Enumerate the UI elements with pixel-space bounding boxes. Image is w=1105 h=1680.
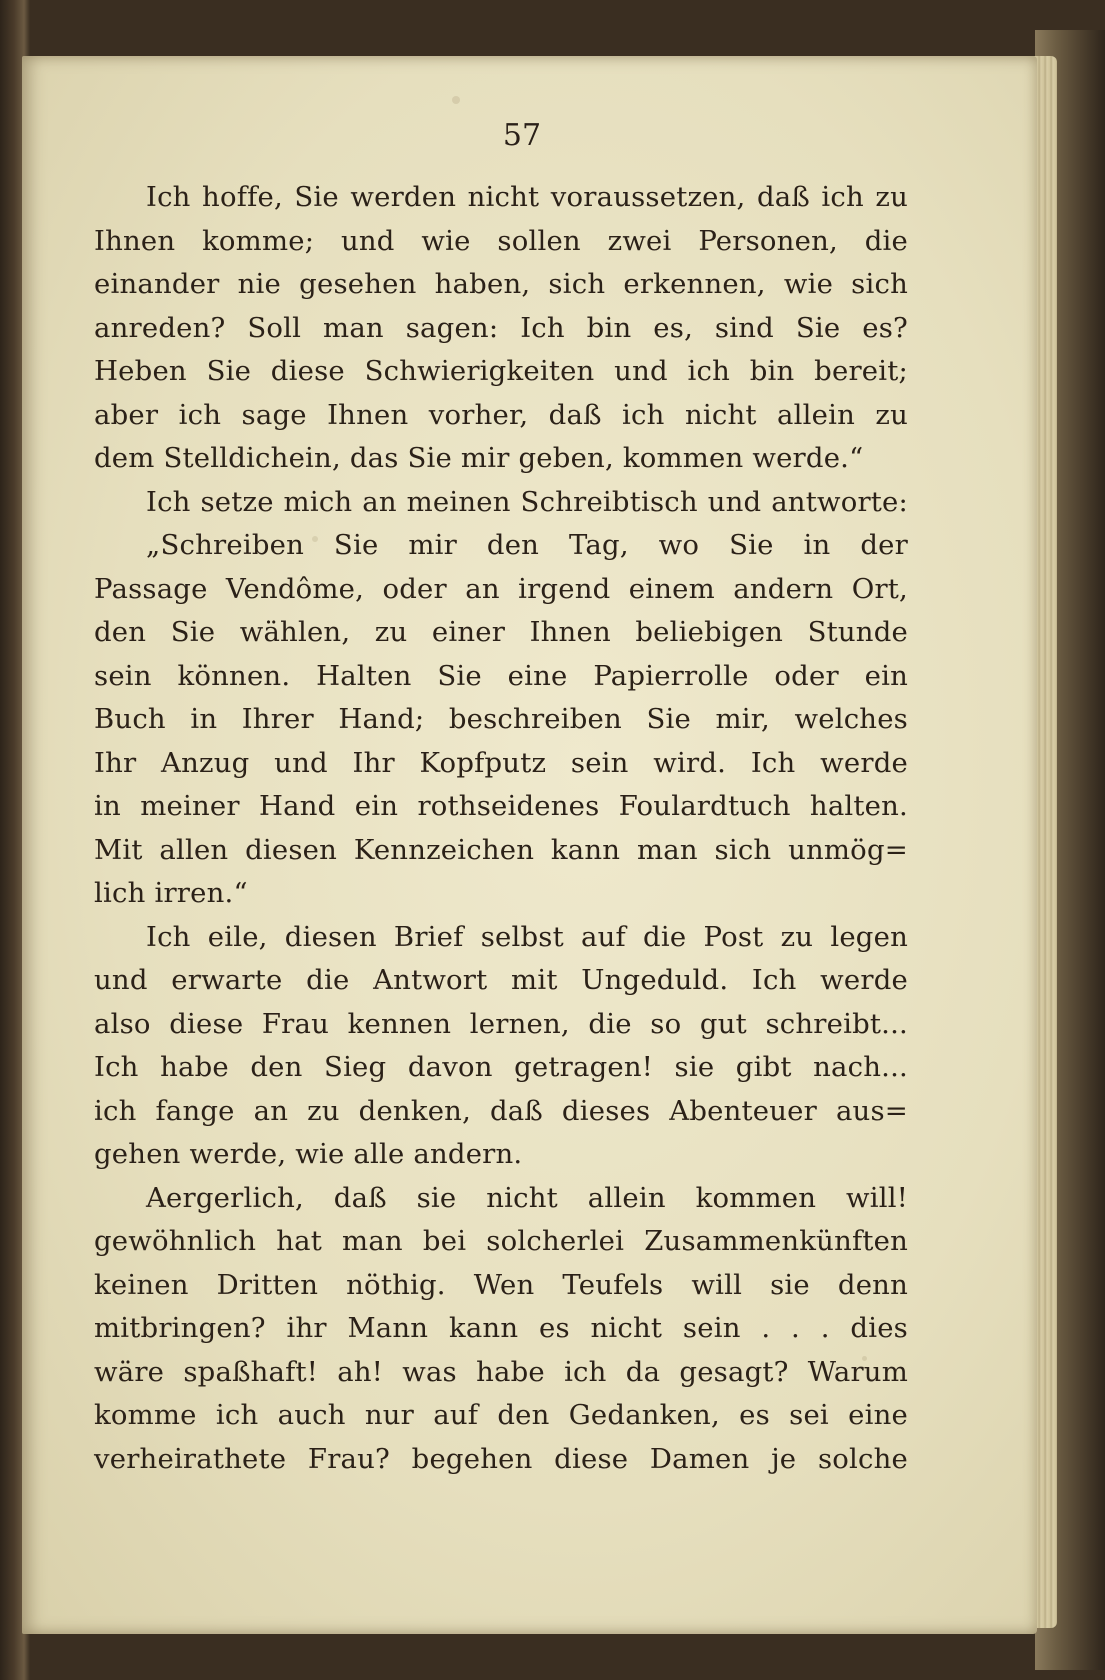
text-line: den Sie wählen, zu einer Ihnen beliebigen Stunde: [94, 616, 908, 648]
text-line: ich fange an zu denken, daß dieses Abenteuer aus=: [94, 1094, 908, 1127]
text-line: wäre spaßhaft! ah! was habe ich da gesagt? Warum: [94, 1355, 908, 1388]
text-line: „Schreiben Sie mir den Tag, wo Sie in der: [146, 529, 908, 561]
text-line: anreden? Soll man sagen: Ich bin es, sind Sie es?: [94, 311, 908, 344]
text-line: gehen werde, wie alle andern.: [94, 1138, 523, 1170]
body-text: [94, 176, 908, 1481]
text-line: Mit allen diesen Kennzeichen kann man sich unmög=: [94, 833, 908, 866]
text-line: Ich habe den Sieg davon getragen! sie gibt nach...: [94, 1051, 908, 1083]
text-line: dem Stelldichein, das Sie mir geben, kommen werde.“: [94, 442, 864, 474]
text-line: komme ich auch nur auf den Gedanken, es sei eine: [94, 1399, 908, 1431]
text-line: Ich hoffe, Sie werden nicht voraussetzen, daß ich zu: [146, 181, 908, 213]
text-line: Ich eile, diesen Brief selbst auf die Post zu legen: [146, 920, 908, 953]
text-line: Buch in Ihrer Hand; beschreiben Sie mir, welches: [94, 703, 908, 735]
text-line: verheirathete Frau? begehen diese Damen je solche: [94, 1442, 908, 1475]
page-speck: [452, 96, 460, 104]
text-line: und erwarte die Antwort mit Ungeduld. Ich werde: [94, 964, 908, 996]
text-line: gewöhnlich hat man bei solcherlei Zusammenkünften: [94, 1225, 908, 1257]
text-line: einander nie gesehen haben, sich erkennen, wie sich: [94, 268, 908, 300]
text-line: keinen Dritten nöthig. Wen Teufels will sie denn: [94, 1268, 908, 1301]
text-line: aber ich sage Ihnen vorher, daß ich nicht allein zu: [94, 398, 908, 431]
text-line: Ihnen komme; und wie sollen zwei Personen, die: [94, 224, 908, 257]
book-page: [22, 56, 1037, 1634]
text-line: Aergerlich, daß sie nicht allein kommen will!: [146, 1181, 908, 1214]
text-line: Heben Sie diese Schwierigkeiten und ich bin bereit;: [94, 355, 908, 387]
text-line: lich irren.“: [94, 877, 248, 909]
text-line: Ich setze mich an meinen Schreibtisch und antworte:: [146, 485, 908, 518]
text-line: also diese Frau kennen lernen, die so gut schreibt...: [94, 1007, 908, 1040]
text-line: sein können. Halten Sie eine Papierrolle oder ein: [94, 659, 908, 692]
text-line: mitbringen? ihr Mann kann es nicht sein . . . dies: [94, 1312, 908, 1344]
text-line: in meiner Hand ein rothseidenes Foulardtuch halten.: [94, 790, 908, 822]
text-line: Passage Vendôme, oder an irgend einem andern Ort,: [94, 572, 908, 605]
page-number: 57: [502, 118, 542, 153]
text-line: Ihr Anzug und Ihr Kopfputz sein wird. Ich werde: [94, 746, 908, 779]
